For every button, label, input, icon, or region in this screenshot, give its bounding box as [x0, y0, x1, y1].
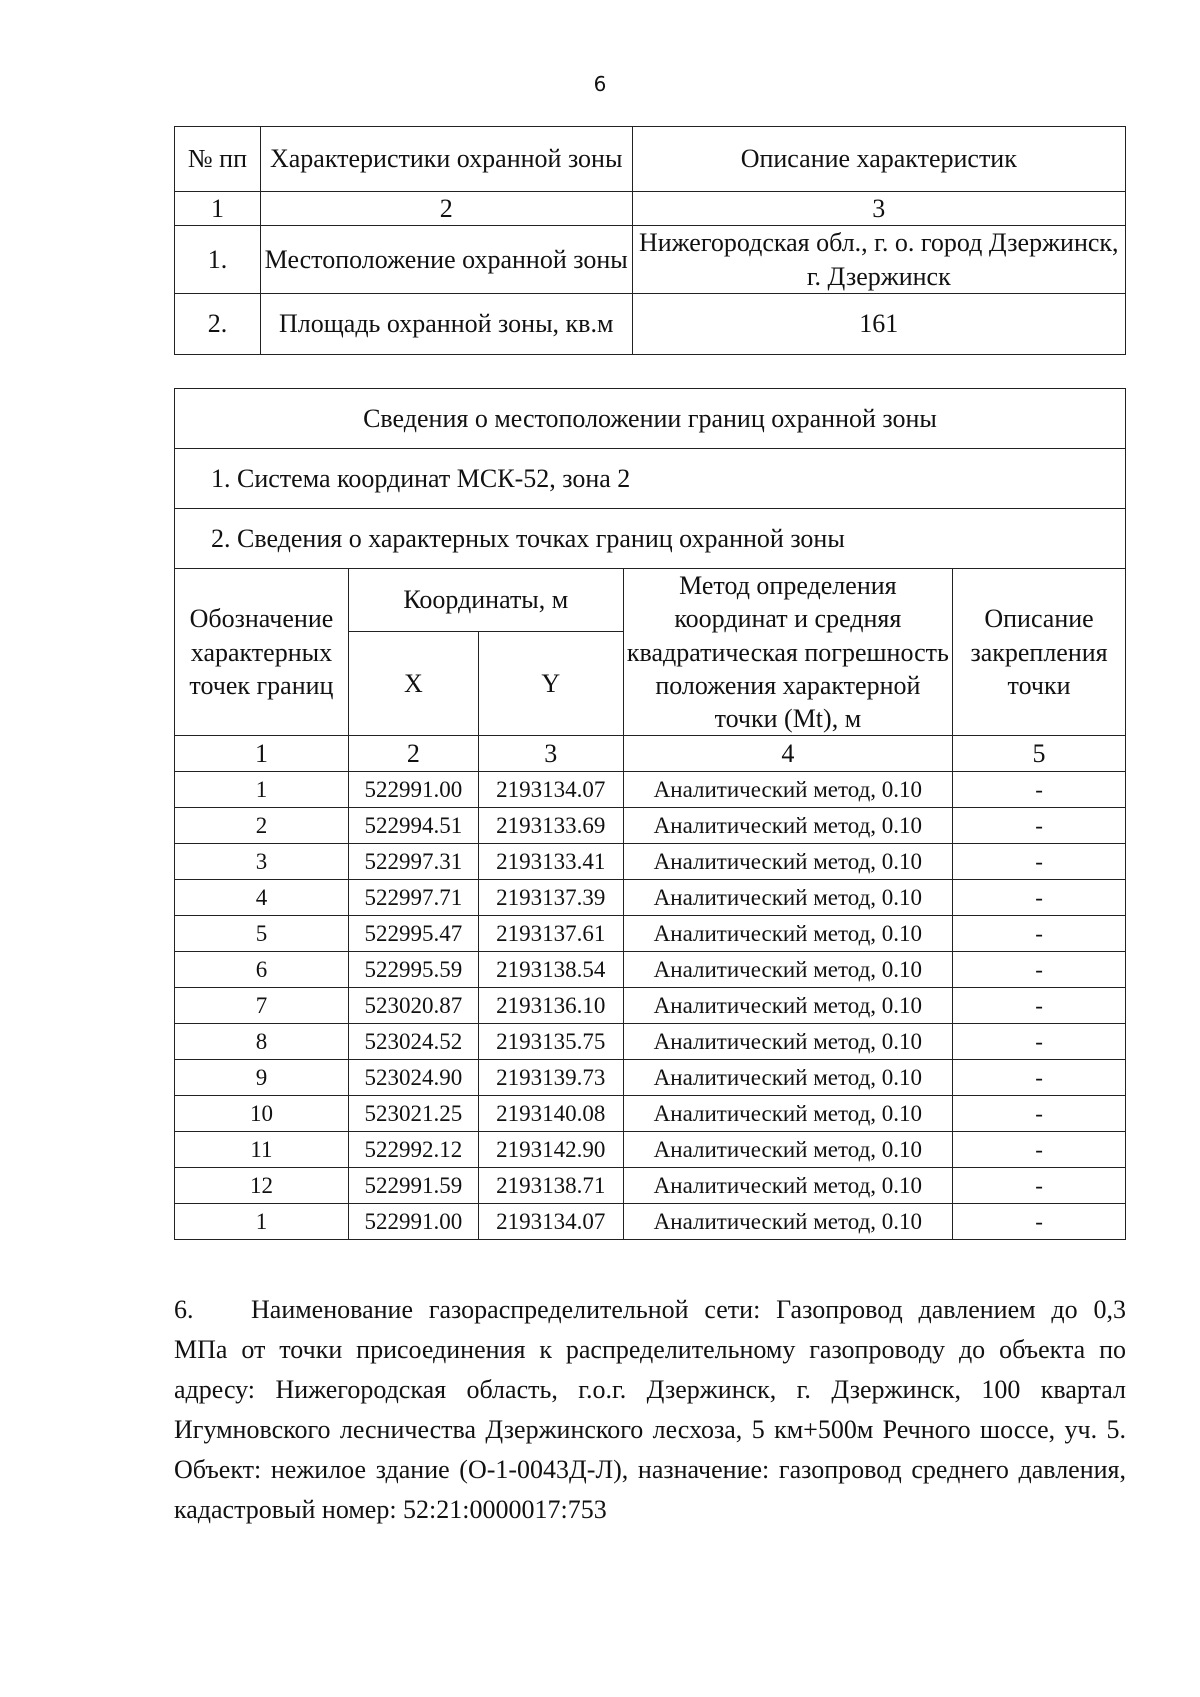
point-label: 10 [175, 1096, 349, 1132]
method-value: Аналитический метод, 0.10 [623, 988, 952, 1024]
fixing-value: - [953, 916, 1126, 952]
table-row [175, 1168, 1126, 1204]
coordinate-x: 522997.71 [348, 880, 478, 916]
fixing-value: - [953, 952, 1126, 988]
header-number: № пп [175, 127, 261, 192]
row-description: Нижегородская обл., г. о. город Дзержинск, г. Дзержинск [632, 226, 1125, 294]
coordinate-y: 2193134.07 [478, 772, 623, 808]
table-row [175, 880, 1126, 916]
fixing-value: - [953, 772, 1126, 808]
point-label: 1 [175, 1204, 349, 1240]
table-row [175, 1132, 1126, 1168]
header-fixing: Описание закрепления точки [953, 569, 1126, 736]
point-label: 6 [175, 952, 349, 988]
point-label: 8 [175, 1024, 349, 1060]
header-y: Y [478, 632, 623, 736]
header-method: Метод определения координат и средняя квадратическая погрешность положения характерной точки (Mt), м [623, 569, 952, 736]
coordinate-x: 522995.47 [348, 916, 478, 952]
fixing-value: - [953, 988, 1126, 1024]
coordinate-y: 2193136.10 [478, 988, 623, 1024]
network-description [174, 1290, 1126, 1530]
method-value: Аналитический метод, 0.10 [623, 1060, 952, 1096]
coordinate-y: 2193134.07 [478, 1204, 623, 1240]
header-coordinates: Координаты, м [348, 569, 623, 632]
row-number: 1. [175, 226, 261, 294]
point-label: 12 [175, 1168, 349, 1204]
header-description: Описание характеристик [632, 127, 1125, 192]
fixing-value: - [953, 1060, 1126, 1096]
point-label: 3 [175, 844, 349, 880]
boundary-points-table [174, 388, 1126, 1240]
table-title: Сведения о местоположении границ охранной зоны [175, 389, 1126, 449]
method-value: Аналитический метод, 0.10 [623, 1024, 952, 1060]
fixing-value: - [953, 1132, 1126, 1168]
method-value: Аналитический метод, 0.10 [623, 916, 952, 952]
table-row [175, 808, 1126, 844]
point-label: 9 [175, 1060, 349, 1096]
coordinate-y: 2193137.61 [478, 916, 623, 952]
point-label: 5 [175, 916, 349, 952]
coordinate-y: 2193133.69 [478, 808, 623, 844]
table-header-row [175, 569, 1126, 632]
column-number: 2 [348, 736, 478, 772]
fixing-value: - [953, 1168, 1126, 1204]
coordinate-y: 2193137.39 [478, 880, 623, 916]
coordinate-x: 522991.00 [348, 772, 478, 808]
coordinate-y: 2193135.75 [478, 1024, 623, 1060]
column-number: 2 [260, 192, 632, 226]
column-number: 4 [623, 736, 952, 772]
method-value: Аналитический метод, 0.10 [623, 844, 952, 880]
table-row [175, 916, 1126, 952]
table-row [175, 1060, 1126, 1096]
points-heading: 2. Сведения о характерных точках границ охранной зоны [175, 509, 1126, 569]
coordinate-x: 522995.59 [348, 952, 478, 988]
header-x: X [348, 632, 478, 736]
table-row [175, 988, 1126, 1024]
coordinate-y: 2193140.08 [478, 1096, 623, 1132]
method-value: Аналитический метод, 0.10 [623, 1132, 952, 1168]
column-number-row [175, 736, 1126, 772]
coordinate-x: 523024.90 [348, 1060, 478, 1096]
table-row [175, 952, 1126, 988]
coordinate-x: 523020.87 [348, 988, 478, 1024]
fixing-value: - [953, 844, 1126, 880]
row-characteristic: Местоположение охранной зоны [260, 226, 632, 294]
fixing-value: - [953, 1096, 1126, 1132]
column-number: 1 [175, 736, 349, 772]
fixing-value: - [953, 1024, 1126, 1060]
coordinate-x: 522991.00 [348, 1204, 478, 1240]
coordinate-y: 2193142.90 [478, 1132, 623, 1168]
method-value: Аналитический метод, 0.10 [623, 952, 952, 988]
coordinate-x: 522991.59 [348, 1168, 478, 1204]
zone-characteristics-table [174, 126, 1126, 355]
coordinate-y: 2193138.71 [478, 1168, 623, 1204]
coordinate-x: 523024.52 [348, 1024, 478, 1060]
method-value: Аналитический метод, 0.10 [623, 772, 952, 808]
fixing-value: - [953, 1204, 1126, 1240]
table-header-row [175, 127, 1126, 192]
point-label: 1 [175, 772, 349, 808]
column-number: 3 [632, 192, 1125, 226]
method-value: Аналитический метод, 0.10 [623, 808, 952, 844]
table-row [175, 1096, 1126, 1132]
coordinate-x: 523021.25 [348, 1096, 478, 1132]
table-row [175, 293, 1126, 354]
column-number-row [175, 192, 1126, 226]
method-value: Аналитический метод, 0.10 [623, 1168, 952, 1204]
page-number: 6 [593, 72, 607, 96]
coordinate-x: 522994.51 [348, 808, 478, 844]
point-label: 7 [175, 988, 349, 1024]
point-label: 11 [175, 1132, 349, 1168]
fixing-value: - [953, 880, 1126, 916]
header-point: Обозначение характерных точек границ [175, 569, 349, 736]
point-label: 4 [175, 880, 349, 916]
method-value: Аналитический метод, 0.10 [623, 880, 952, 916]
row-number: 2. [175, 293, 261, 354]
coordinate-x: 522992.12 [348, 1132, 478, 1168]
note-number: 6. [174, 1295, 194, 1324]
coordinate-system: 1. Система координат МСК-52, зона 2 [175, 449, 1126, 509]
coordinate-y: 2193139.73 [478, 1060, 623, 1096]
points-body [175, 772, 1126, 1240]
table-row [175, 1204, 1126, 1240]
column-number: 5 [953, 736, 1126, 772]
method-value: Аналитический метод, 0.10 [623, 1096, 952, 1132]
row-description: 161 [632, 293, 1125, 354]
table-row [175, 1024, 1126, 1060]
table-row [175, 844, 1126, 880]
row-characteristic: Площадь охранной зоны, кв.м [260, 293, 632, 354]
method-value: Аналитический метод, 0.10 [623, 1204, 952, 1240]
coordinate-x: 522997.31 [348, 844, 478, 880]
column-number: 1 [175, 192, 261, 226]
fixing-value: - [953, 808, 1126, 844]
coordinate-y: 2193133.41 [478, 844, 623, 880]
header-characteristic: Характеристики охранной зоны [260, 127, 632, 192]
column-number: 3 [478, 736, 623, 772]
table-row [175, 772, 1126, 808]
table-row [175, 226, 1126, 294]
point-label: 2 [175, 808, 349, 844]
coordinate-y: 2193138.54 [478, 952, 623, 988]
note-text: Наименование газораспределительной сети: Газопровод давлением до 0,3 МПа от точки присоединения к распределительному газопроводу до объекта по адресу: Нижегородская область, г.о.г. Дзержинск, г. Дзержинск, 100 квартал Игумновского лесничества Дзержинского лесхоза, 5 км+500м Речного шоссе, уч. 5. Объект: нежилое здание (О-1-0043Д-Л), назначение: газопровод среднего давления, кадастровый номер: 52:21:0000017:753 [174, 1295, 1126, 1524]
